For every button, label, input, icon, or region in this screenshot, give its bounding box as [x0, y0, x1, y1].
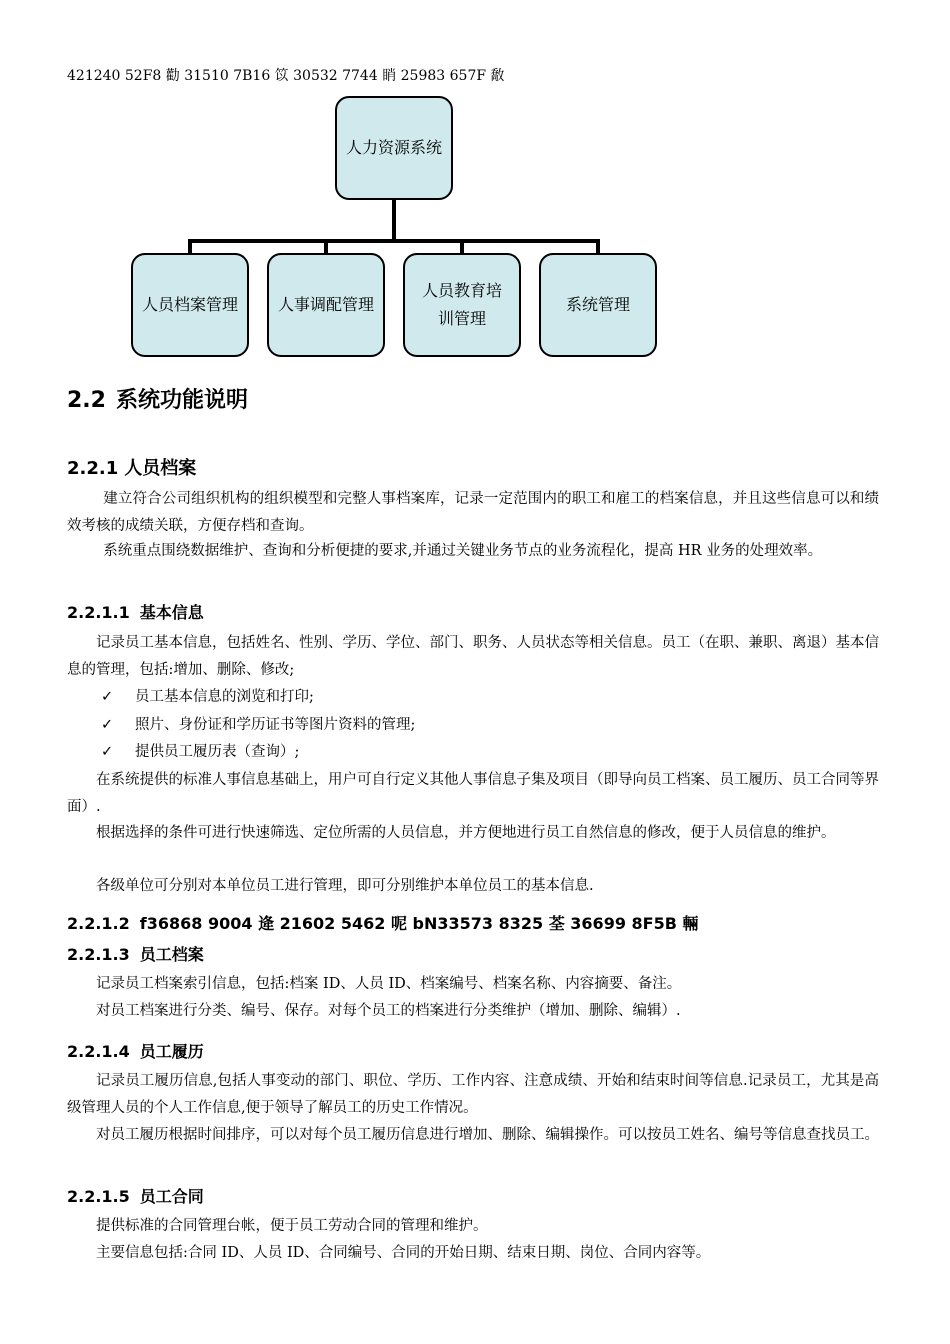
heading-number: 2.2.1.4	[67, 1042, 130, 1061]
connector-child-4	[596, 239, 600, 254]
paragraph: 各级单位可分别对本单位员工进行管理，即可分别维护本单位员工的基本信息.	[96, 878, 594, 894]
heading-title: 员工履历	[139, 1042, 204, 1061]
paragraph: 对员工档案进行分类、编号、保存。对每个员工的档案进行分类维护（增加、删除、编辑）.	[96, 1003, 681, 1019]
heading-2-2-1-5	[67, 1185, 204, 1209]
paragraph: 记录员工履历信息,包括人事变动的部门、职位、学历、工作内容、注意成绩、开始和结束时间等信息.记录员工，尤其是高级管理人员的个人工作信息,便于领导了解员工的历史工作情况。	[67, 1073, 879, 1116]
paragraph: 提供标准的合同管理台帐，便于员工劳动合同的管理和维护。	[96, 1218, 488, 1234]
connector-root-stem	[392, 199, 396, 242]
heading-number: 2.2.1.2	[67, 914, 130, 933]
heading-number: 2.2.1.1	[67, 603, 130, 622]
header-code-line: 421240 52F8 勸 31510 7B16 笖 30532 7744 睄 25983 657F 敿	[67, 68, 505, 84]
list-item-text: 员工基本信息的浏览和打印;	[135, 689, 314, 705]
paragraph: 建立符合公司组织机构的组织模型和完整人事档案库，记录一定范围内的职工和雇工的档案信息，并且这些信息可以和绩效考核的成绩关联，方便存档和查询。	[67, 491, 879, 534]
org-node-personnel-allocation: 人事调配管理	[267, 253, 385, 357]
heading-title: f36868 9004 逄 21602 5462 呢 bN33573 8325 荃 36699 8F5B 輛	[139, 914, 699, 933]
connector-horizontal-bar	[188, 239, 600, 243]
heading-number: 2.2	[67, 388, 106, 413]
check-icon: ✓	[101, 744, 114, 760]
list-item	[101, 684, 314, 711]
org-chart	[0, 0, 950, 380]
heading-2-2-1-1	[67, 601, 204, 625]
paragraph: 在系统提供的标准人事信息基础上，用户可自行定义其他人事信息子集及项目（即导向员工档案、员工履历、员工合同等界面）.	[67, 772, 879, 815]
heading-number: 2.2.1.3	[67, 945, 130, 964]
org-node-education-training: 人员教育培训管理	[403, 253, 521, 357]
list-item	[101, 739, 299, 766]
org-node-system-management: 系统管理	[539, 253, 657, 357]
heading-title: 人员档案	[124, 458, 197, 479]
check-icon: ✓	[101, 717, 114, 733]
paragraph: 对员工履历根据时间排序，可以对每个员工履历信息进行增加、删除、编辑操作。可以按员工姓名、编号等信息查找员工。	[96, 1127, 879, 1143]
list-item	[101, 712, 415, 739]
paragraph: 记录员工档案索引信息，包括:档案 ID、人员 ID、档案编号、档案名称、内容摘要、备注。	[96, 976, 682, 992]
paragraph: 系统重点围绕数据维护、查询和分析便捷的要求,并通过关键业务节点的业务流程化，提高 HR 业务的处理效率。	[103, 543, 823, 559]
org-node-root: 人力资源系统	[335, 96, 453, 200]
heading-title: 员工合同	[139, 1187, 204, 1206]
heading-title: 系统功能说明	[115, 388, 248, 413]
check-icon: ✓	[101, 689, 114, 705]
heading-2-2-1	[67, 456, 196, 482]
paragraph: 记录员工基本信息，包括姓名、性别、学历、学位、部门、职务、人员状态等相关信息。员工（在职、兼职、离退）基本信息的管理，包括:增加、删除、修改;	[67, 635, 879, 678]
heading-number: 2.2.1.5	[67, 1187, 130, 1206]
list-item-text: 提供员工履历表（查询）;	[135, 744, 300, 760]
heading-2-2-1-2	[67, 912, 699, 936]
heading-title: 员工档案	[139, 945, 204, 964]
connector-child-1	[188, 239, 192, 254]
org-node-personnel-files: 人员档案管理	[131, 253, 249, 357]
connector-child-3	[460, 239, 464, 254]
paragraph: 根据选择的条件可进行快速筛选、定位所需的人员信息，并方便地进行员工自然信息的修改，便于人员信息的维护。	[96, 825, 836, 841]
heading-2-2-1-4	[67, 1040, 204, 1064]
connector-child-2	[324, 239, 328, 254]
heading-number: 2.2.1	[67, 458, 119, 479]
heading-2-2	[67, 386, 248, 416]
list-item-text: 照片、身份证和学历证书等图片资料的管理;	[135, 717, 416, 733]
heading-title: 基本信息	[139, 603, 204, 622]
paragraph: 主要信息包括:合同 ID、人员 ID、合同编号、合同的开始日期、结束日期、岗位、合同内容等。	[96, 1245, 711, 1261]
heading-2-2-1-3	[67, 943, 204, 967]
